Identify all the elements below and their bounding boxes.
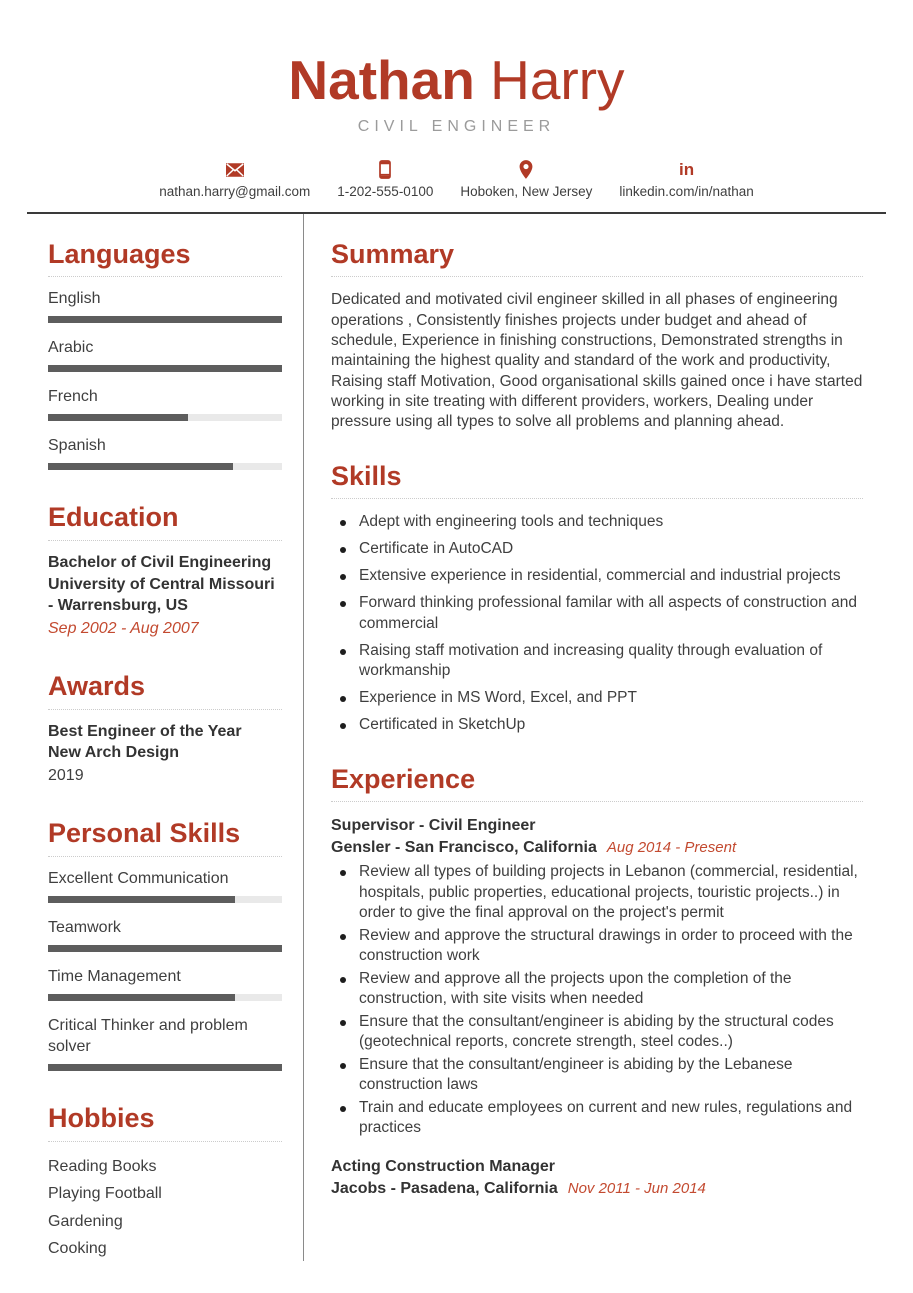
personal-skill-level-bar: [48, 1064, 282, 1071]
education-dates: Sep 2002 - Aug 2007: [48, 619, 199, 637]
contact-location[interactable]: [460, 161, 592, 199]
contact-linkedin-label: linkedin.com/in/nathan: [619, 183, 754, 199]
personal-skill-level-bar: [48, 896, 235, 903]
personal-skill-level-track: [48, 1064, 282, 1071]
main-column: [304, 214, 913, 1261]
education-degree: Bachelor of Civil Engineering: [48, 554, 272, 572]
skill-item: Certificated in SketchUp: [331, 715, 863, 736]
contact-linkedin-label-icon-wrap: Hoboken, New Jersey: [460, 183, 593, 199]
person-name: [0, 49, 913, 111]
job-bullet: Review all types of building projects in Lebanon (commercial, residential, hospitals, public properties, educational projects, touristic projects..) in order to give the final approval on the project's permit: [331, 862, 863, 924]
language-level-bar: [48, 316, 282, 323]
language-level-track: [48, 414, 282, 421]
education-heading: Education: [48, 503, 282, 541]
language-label: French: [48, 388, 98, 406]
section-experience: [331, 765, 863, 1200]
personal-skills-heading: Personal Skills: [48, 819, 282, 857]
personal-skill-level-bar: [48, 994, 235, 1001]
personal-skill-item: [48, 868, 282, 903]
job-bullet: Ensure that the consultant/engineer is abiding by the structural codes (geotechnical reports, concrete strength, steel codes..): [331, 1012, 863, 1053]
skills-heading: Skills: [331, 462, 863, 500]
resume-header: [0, 0, 913, 199]
language-level-bar: [48, 463, 233, 470]
section-personal-skills: [48, 819, 282, 1071]
skills-list: [331, 512, 863, 736]
job-title: Supervisor - Civil Engineer: [331, 817, 536, 835]
hobby-item: Playing Football: [48, 1185, 162, 1203]
skill-item: Forward thinking professional familar with all aspects of construction and commercial: [331, 593, 863, 634]
skill-item: Certificate in AutoCAD: [331, 539, 863, 560]
section-summary: [331, 240, 863, 433]
language-label: Spanish: [48, 437, 106, 455]
job-entry: [331, 815, 863, 1139]
hobby-item: Cooking: [48, 1240, 107, 1258]
personal-skill-item: [48, 1015, 282, 1071]
job-title: Acting Construction Manager: [331, 1157, 556, 1175]
award-organization: New Arch Design: [48, 744, 179, 762]
language-level-track: [48, 316, 282, 323]
job-company-line: [331, 1178, 863, 1200]
section-hobbies: [48, 1104, 282, 1263]
location-pin-icon: [519, 161, 533, 179]
job-company: Jacobs - Pasadena, California: [331, 1179, 558, 1197]
job-bullet: Review and approve all the projects upon the completion of the construction, with site visits when needed: [331, 969, 863, 1010]
language-item: [48, 386, 282, 421]
hobbies-heading: Hobbies: [48, 1104, 282, 1142]
last-name: Harry: [490, 49, 625, 111]
languages-list: [48, 288, 282, 470]
skill-item: Extensive experience in residential, commercial and industrial projects: [331, 566, 863, 587]
contact-email-label: nathan.harry@gmail.com: [159, 183, 311, 199]
job-bullet: Train and educate employees on current and new rules, regulations and practices: [331, 1098, 863, 1139]
personal-skill-item: [48, 917, 282, 952]
language-label: Arabic: [48, 339, 94, 357]
language-level-bar: [48, 414, 188, 421]
personal-skill-level-track: [48, 896, 282, 903]
language-item: [48, 435, 282, 470]
personal-skill-label: Time Management: [48, 968, 181, 985]
email-icon: [226, 161, 244, 179]
job-entry: [331, 1156, 863, 1200]
award-title: Best Engineer of the Year: [48, 722, 242, 740]
contact-phone[interactable]: [337, 161, 433, 199]
section-education: [48, 503, 282, 639]
experience-heading: Experience: [331, 765, 863, 803]
summary-text: Dedicated and motivated civil engineer skilled in all phases of engineering operations , Consistently finishes projects under budget and ahead of schedule, Experience in finishing constructions, Demonstrated strengths in maintaining the highest quality and standard of the work and productivity, Raising staff Motivation, Good organisational skills gained once i have started working in site treating with different providers, workers, Dealing under pressure using all types to solve all problems and planning ahead.: [331, 291, 863, 431]
sidebar: [0, 214, 304, 1261]
job-bullet: Ensure that the consultant/engineer is abiding by the Lebanese construction laws: [331, 1055, 863, 1096]
linkedin-icon: in: [679, 160, 695, 180]
first-name: Nathan: [288, 49, 475, 111]
job-company: Gensler - San Francisco, California: [331, 839, 597, 857]
personal-skill-label: Critical Thinker and problem solver: [48, 1017, 248, 1055]
personal-skill-level-bar: [48, 945, 282, 952]
award-year: 2019: [48, 766, 84, 784]
language-level-track: [48, 463, 282, 470]
job-bullet: Review and approve the structural drawings in order to proceed with the construction work: [331, 926, 863, 967]
skill-item: Experience in MS Word, Excel, and PPT: [331, 688, 863, 709]
language-item: [48, 288, 282, 323]
personal-skill-level-track: [48, 994, 282, 1001]
job-dates: Aug 2014 - Present: [606, 839, 737, 857]
section-skills: [331, 462, 863, 736]
personal-skill-label: Teamwork: [48, 919, 121, 936]
skill-item: Adept with engineering tools and techniques: [331, 512, 863, 533]
personal-skills-list: [48, 868, 282, 1071]
contact-email[interactable]: [159, 161, 310, 199]
job-dates: Nov 2011 - Jun 2014: [567, 1179, 706, 1197]
language-level-track: [48, 365, 282, 372]
hobby-item: Reading Books: [48, 1157, 157, 1175]
summary-heading: Summary: [331, 240, 863, 278]
job-company-line: [331, 837, 863, 859]
job-title-subtitle: CIVIL ENGINEER: [357, 117, 556, 135]
education-school: University of Central Missouri - Warrensburg, US: [48, 575, 275, 615]
hobby-item: Gardening: [48, 1212, 123, 1230]
language-level-bar: [48, 365, 282, 372]
section-languages: [48, 240, 282, 471]
languages-heading: Languages: [48, 240, 282, 278]
section-awards: [48, 672, 282, 786]
personal-skill-item: [48, 966, 282, 1001]
awards-heading: Awards: [48, 672, 282, 710]
language-label: English: [48, 290, 101, 308]
hobbies-list: [48, 1153, 282, 1263]
job-bullets: [331, 862, 863, 1139]
contact-linkedin[interactable]: [619, 161, 753, 199]
personal-skill-label: Excellent Communication: [48, 870, 229, 887]
skill-item: Raising staff motivation and increasing quality through evaluation of workmanship: [331, 641, 863, 682]
contact-phone-label: 1-202-555-0100: [337, 183, 434, 199]
personal-skill-level-track: [48, 945, 282, 952]
phone-icon: [379, 161, 391, 179]
language-item: [48, 337, 282, 372]
contact-row: [0, 161, 913, 199]
resume-body: [0, 214, 913, 1261]
